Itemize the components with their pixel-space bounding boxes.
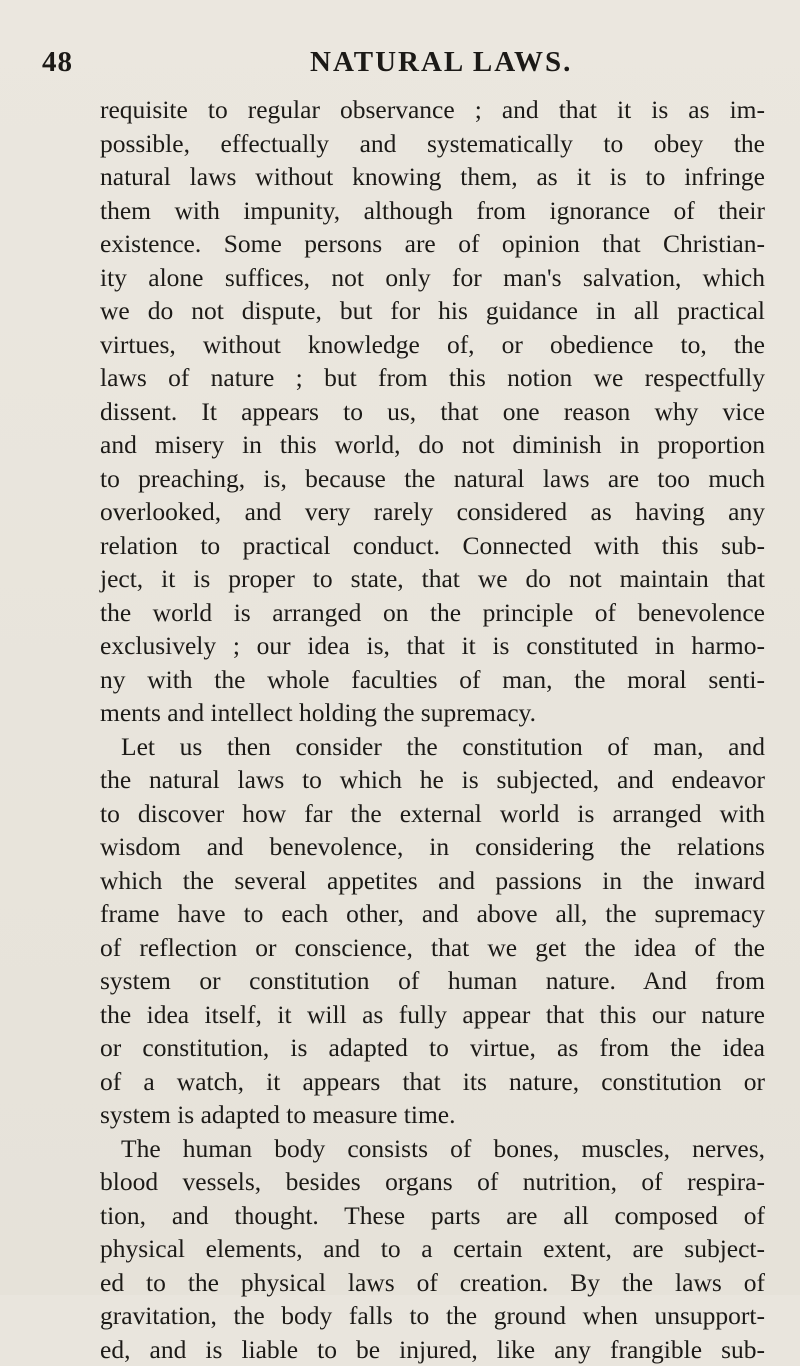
- page-header: [42, 46, 762, 86]
- text-line: ed, and is liable to be injured, like any frangible sub-: [100, 1333, 765, 1366]
- text-line: existence. Some persons are of opinion that Christian-: [100, 227, 765, 261]
- text-line: blood vessels, besides organs of nutrition, of respira-: [100, 1165, 765, 1199]
- text-line: we do not dispute, but for his guidance in all practical: [100, 294, 765, 328]
- text-line: the idea itself, it will as fully appear that this our nature: [100, 998, 765, 1032]
- text-line: relation to practical conduct. Connected with this sub-: [100, 529, 765, 563]
- text-line: exclusively ; our idea is, that it is constituted in harmo-: [100, 629, 765, 663]
- text-line: gravitation, the body falls to the ground when unsupport-: [100, 1299, 765, 1333]
- text-line: ny with the whole faculties of man, the moral senti-: [100, 663, 765, 697]
- text-line: ed to the physical laws of creation. By the laws of: [100, 1266, 765, 1300]
- text-line: natural laws without knowing them, as it is to infringe: [100, 160, 765, 194]
- text-line: ject, it is proper to state, that we do not maintain that: [100, 562, 765, 596]
- text-line: The human body consists of bones, muscles, nerves,: [100, 1132, 765, 1166]
- text-line: of reflection or conscience, that we get the idea of the: [100, 931, 765, 965]
- text-line: possible, effectually and systematically to obey the: [100, 127, 765, 161]
- text-line: them with impunity, although from ignorance of their: [100, 194, 765, 228]
- text-line: tion, and thought. These parts are all composed of: [100, 1199, 765, 1233]
- body-text: [100, 93, 765, 1366]
- text-line: ity alone suffices, not only for man's salvation, which: [100, 261, 765, 295]
- text-line: physical elements, and to a certain extent, are subject-: [100, 1232, 765, 1266]
- text-line: overlooked, and very rarely considered as having any: [100, 495, 765, 529]
- text-line: to discover how far the external world is arranged with: [100, 797, 765, 831]
- page-number: 48: [42, 46, 73, 79]
- text-line: the world is arranged on the principle of benevolence: [100, 596, 765, 630]
- text-line: which the several appetites and passions in the inward: [100, 864, 765, 898]
- text-line: frame have to each other, and above all, the supremacy: [100, 897, 765, 931]
- text-line: wisdom and benevolence, in considering the relations: [100, 830, 765, 864]
- text-line: requisite to regular observance ; and that it is as im-: [100, 93, 765, 127]
- text-line: virtues, without knowledge of, or obedience to, the: [100, 328, 765, 362]
- text-line: or constitution, is adapted to virtue, as from the idea: [100, 1031, 765, 1065]
- text-line: and misery in this world, do not diminish in proportion: [100, 428, 765, 462]
- text-line: to preaching, is, because the natural laws are too much: [100, 462, 765, 496]
- text-line: system is adapted to measure time.: [100, 1098, 765, 1132]
- text-line: dissent. It appears to us, that one reason why vice: [100, 395, 765, 429]
- text-line: of a watch, it appears that its nature, constitution or: [100, 1065, 765, 1099]
- text-line: system or constitution of human nature. And from: [100, 964, 765, 998]
- text-line: the natural laws to which he is subjected, and endeavor: [100, 763, 765, 797]
- text-line: ments and intellect holding the supremacy.: [100, 696, 765, 730]
- running-title: NATURAL LAWS.: [310, 46, 572, 79]
- text-line: Let us then consider the constitution of man, and: [100, 730, 765, 764]
- text-line: laws of nature ; but from this notion we respectfully: [100, 361, 765, 395]
